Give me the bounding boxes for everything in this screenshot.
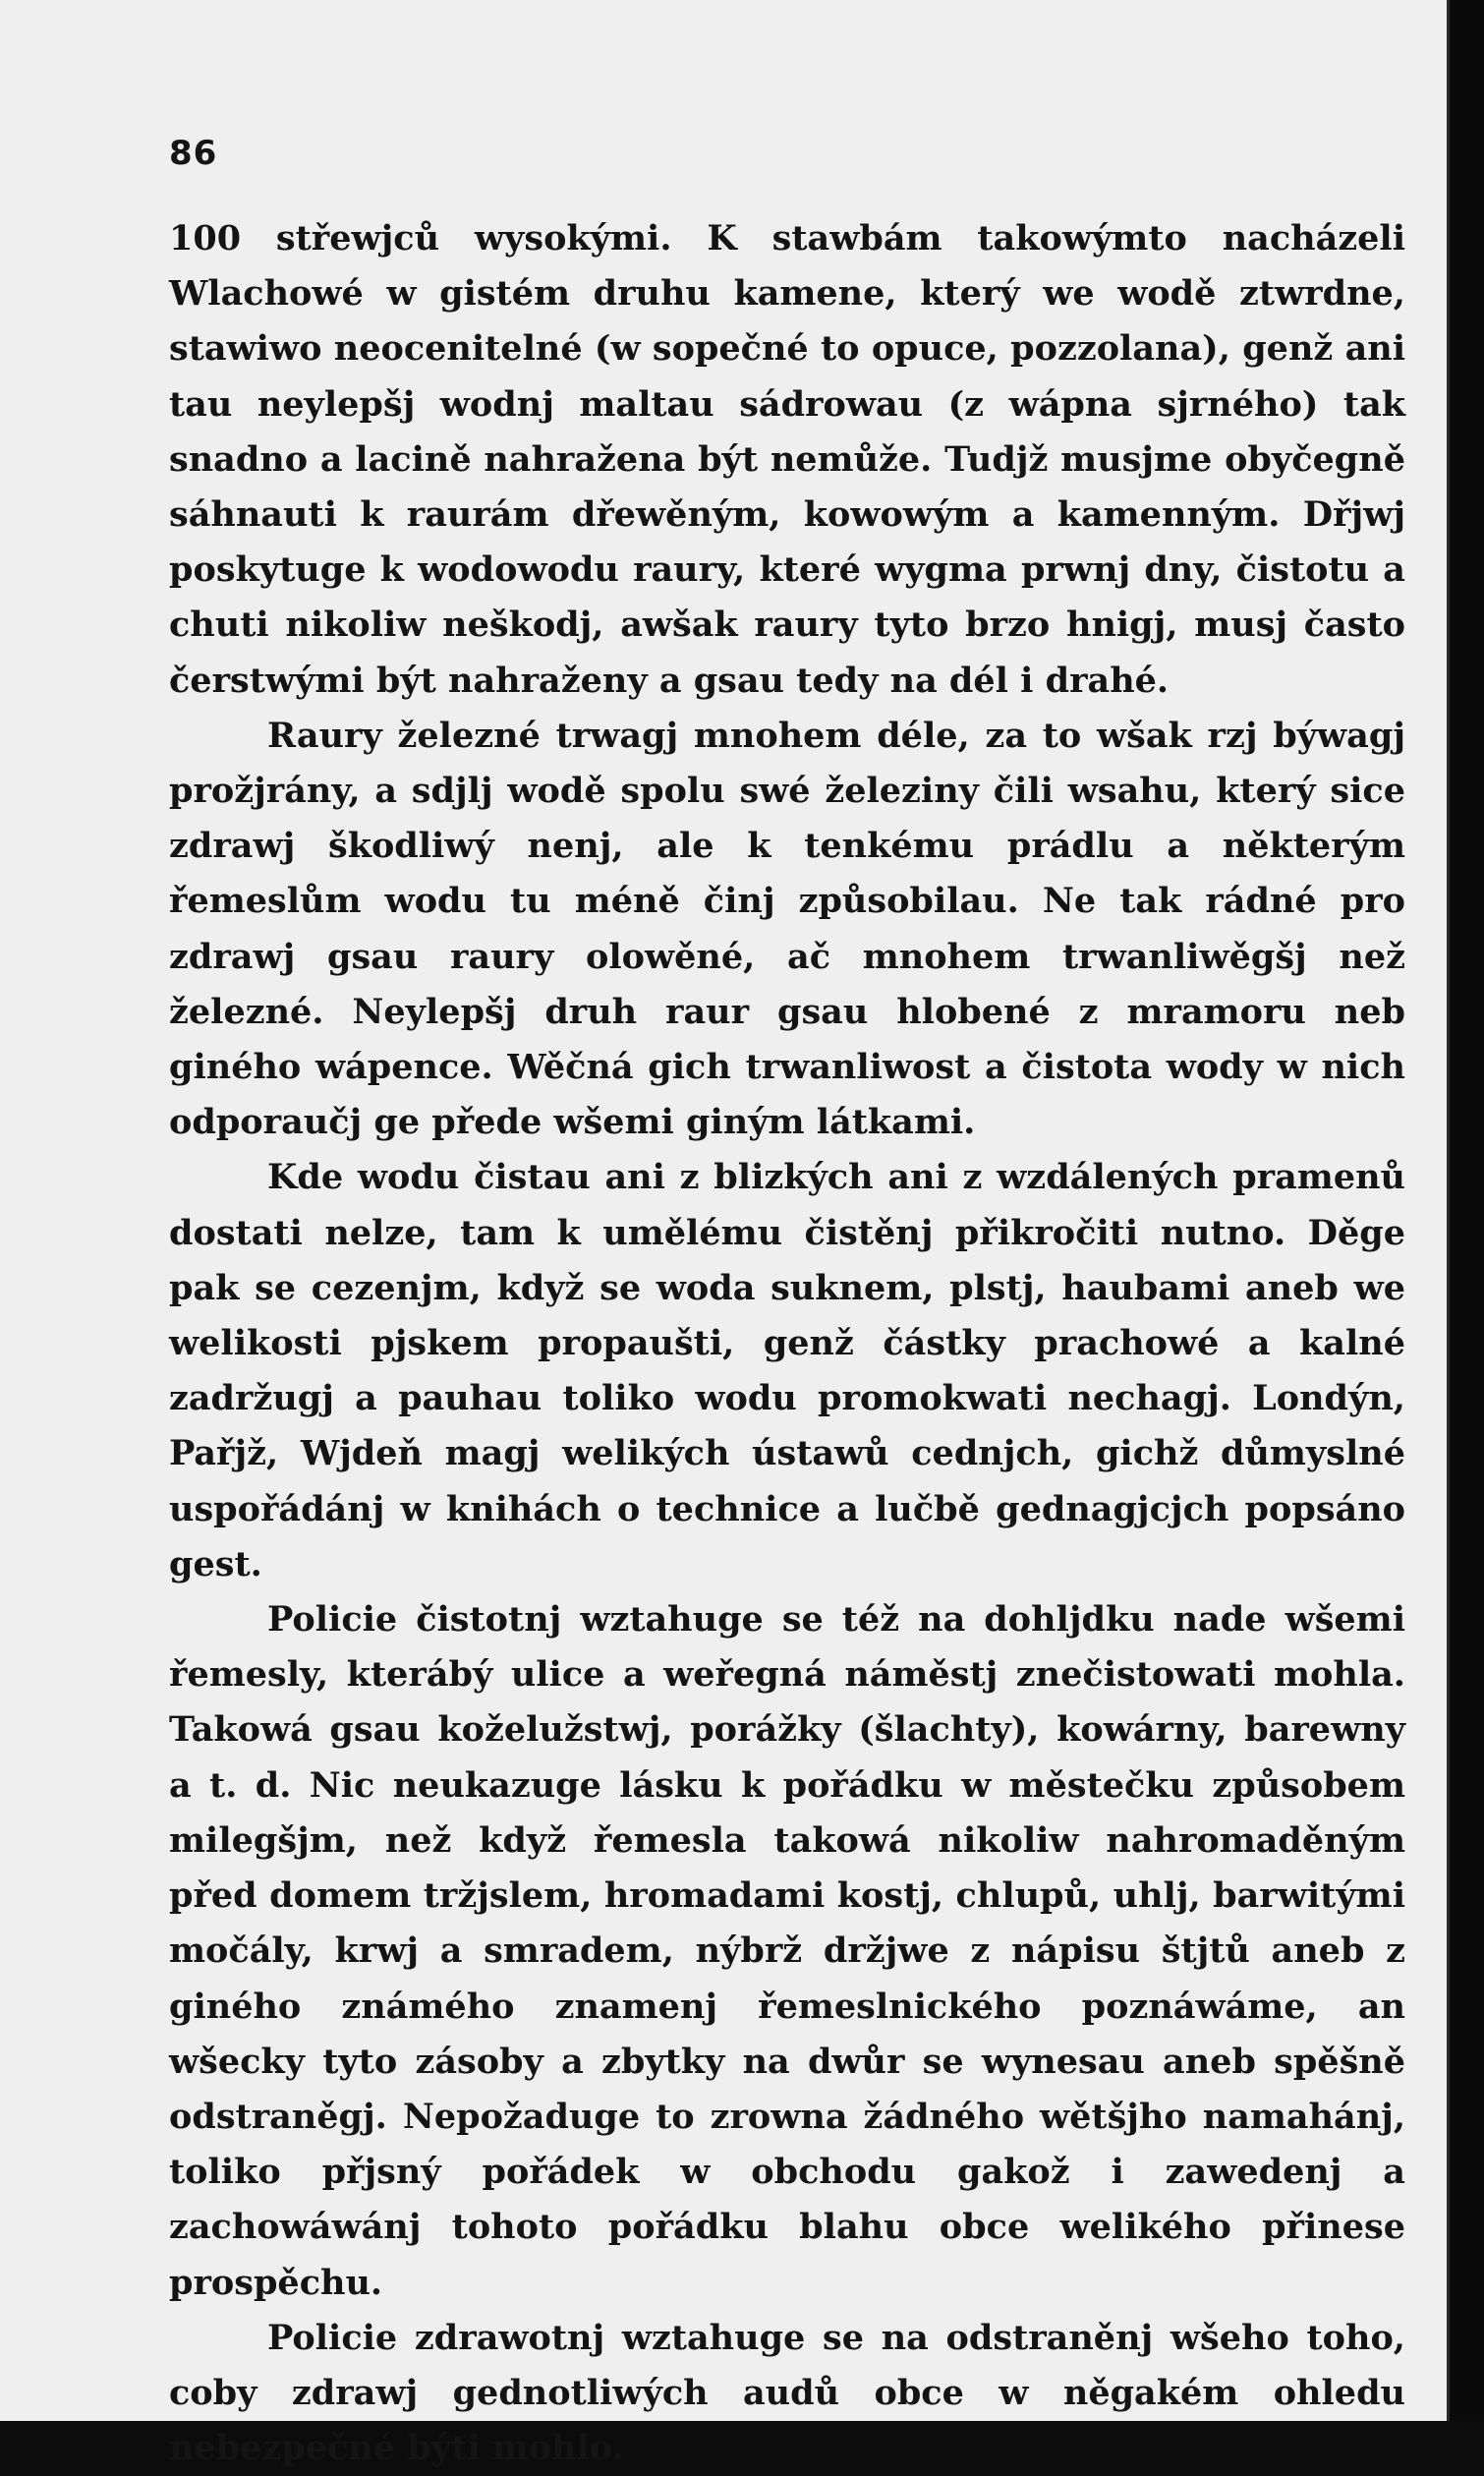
scan-border (1450, 0, 1484, 2421)
paragraph-3: Kde wodu čistau ani z blizkých ani z wzdálených pramenů dostati nelze, tam k umělému čistěnj přikročiti nutno. Děge pak se cezenjm, když se woda suknem, plstj, haubami aneb we welikosti pjskem propaušti, genž částky prachowé a kalné zadržugj a pauhau toliko wodu promokwati nechagj. Londýn, Pařjž, Wjdeň magj welikých ústawů cednjch, gichž důmyslné uspořádánj w knihách o technice a lučbě gednagjcjch popsáno gest. (169, 1157, 1405, 1584)
paragraph-1: 100 střewjců wysokými. K stawbám takowýmto nacházeli Wlachowé w gistém druhu kamene, který we wodě ztwrdne, stawiwo neocenitelné (w sopečné to opuce, pozzolana), genž ani tau neylepšj wodnj maltau sádrowau (z wápna sjrného) tak snadno a lacině nahražena být nemůže. Tudjž musjme obyčegně sáhnauti k raurám dřewěným, kowowým a kamenným. Dřjwj poskytuge k wodowodu raury, které wygma prwnj dny, čistotu a chuti nikoliw neškodj, awšak raury tyto brzo hnigj, musj často čerstwými být nahraženy a gsau tedy na dél i drahé. (169, 218, 1405, 701)
body-text (169, 211, 1405, 2476)
page-number: 86 (169, 134, 218, 173)
paragraph-5: Policie zdrawotnj wztahuge se na odstraněnj wšeho toho, coby zdrawj gednotliwých audů obce w něgakém ohledu nebezpečné býti mohlo. (169, 2317, 1405, 2469)
paragraph-2: Raury železné trwagj mnohem déle, za to wšak rzj býwagj prožjrány, a sdjlj wodě spolu swé železiny čili wsahu, který sice zdrawj škodliwý nenj, ale k tenkému prádlu a některým řemeslům wodu tu méně činj způsobilau. Ne tak rádné pro zdrawj gsau raury olowěné, ač mnohem trwanliwěgšj než železné. Neylepšj druh raur gsau hlobené z mramoru neb giného wápence. Wěčná gich trwanliwost a čistota wody w nich odporaučj ge přede wšemi giným látkami. (169, 715, 1405, 1143)
paragraph-4: Policie čistotnj wztahuge se též na dohljdku nade wšemi řemesly, kterábý ulice a weřegná náměstj znečistowati mohla. Takowá gsau koželužstwj, porážky (šlachty), kowárny, barewny a t. d. Nic neukazuge lásku k pořádku w městečku způsobem milegšjm, než když řemesla takowá nikoliw nahromaděným před domem tržjslem, hromadami kostj, chlupů, uhlj, barwitými močály, krwj a smradem, nýbrž držjwe z nápisu štjtů aneb z giného známého znamenj řemeslnického poznáwáme, an wšecky tyto zásoby a zbytky na dwůr se wynesau aneb spěšně odstraněgj. Nepožaduge to zrowna žádného wětšjho namahánj, toliko přjsný pořádek w obchodu gakož i zawedenj a zachowáwánj tohoto pořádku blahu obce welikého přinese prospěchu. (169, 1599, 1405, 2303)
